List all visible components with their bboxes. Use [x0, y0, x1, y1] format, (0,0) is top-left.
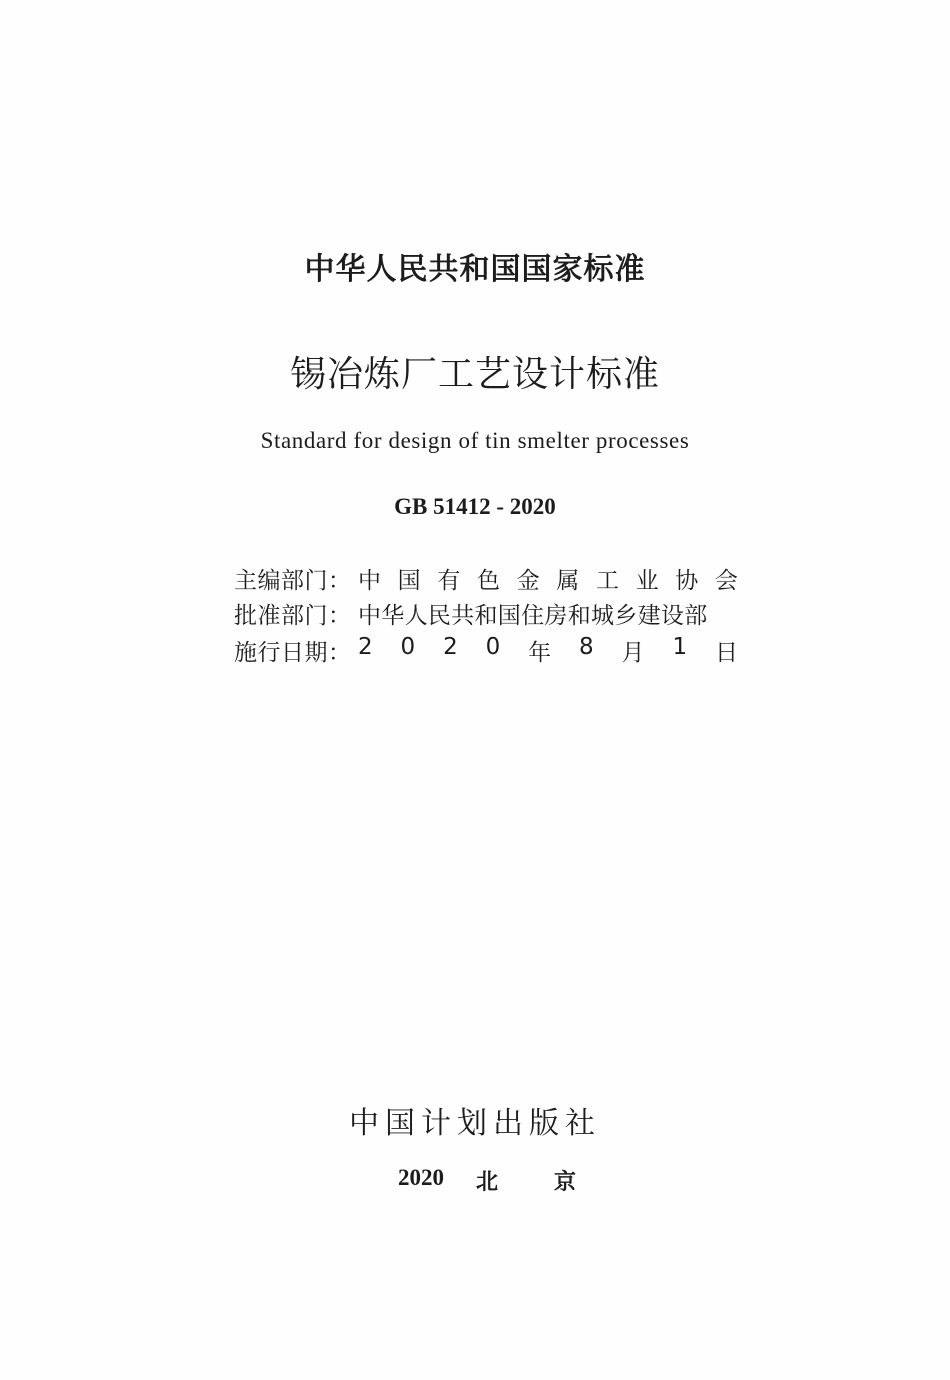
- title-chinese: 锡冶炼厂工艺设计标准: [289, 354, 660, 395]
- date-char: 2: [358, 634, 373, 660]
- date-char: 月: [621, 640, 645, 666]
- meta-editor-char: 协: [675, 568, 699, 594]
- meta-editor-char: 会: [714, 568, 738, 594]
- standard-class-heading: 中华人民共和国国家标准: [304, 252, 646, 287]
- meta-editor-char: 属: [556, 568, 580, 594]
- city-char: 北: [476, 1170, 499, 1195]
- date-char: 日: [714, 640, 738, 666]
- meta-editor-char: 有: [437, 568, 461, 594]
- meta-approver-label: 批准部门：: [234, 603, 352, 629]
- meta-effective-date-value: [358, 634, 738, 667]
- meta-effective-date-row: [234, 634, 738, 668]
- meta-editor-value: [358, 562, 738, 595]
- meta-editor-row: [234, 562, 738, 596]
- meta-editor-label: 主编部门：: [234, 568, 352, 594]
- date-char: 年: [528, 640, 552, 666]
- meta-editor-char: 国: [397, 568, 421, 594]
- meta-editor-char: 工: [595, 568, 619, 594]
- meta-editor-char: 金: [516, 568, 540, 594]
- standard-code: GB 51412 - 2020: [394, 494, 556, 519]
- publication-year: 2020: [398, 1165, 444, 1190]
- publication-year-city: [398, 1165, 578, 1199]
- date-char: 2: [443, 634, 458, 660]
- meta-editor-char: 色: [476, 568, 500, 594]
- date-char: 0: [400, 634, 416, 660]
- meta-editor-char: 业: [635, 568, 659, 594]
- meta-editor-char: 中: [358, 568, 381, 594]
- title-english: Standard for design of tin smelter processes: [260, 428, 690, 453]
- publisher-name: 中国计划出版社: [349, 1106, 601, 1141]
- publication-city: [476, 1165, 576, 1196]
- city-char: 京: [553, 1170, 576, 1195]
- date-char: 0: [485, 634, 501, 660]
- meta-approver-value: 中华人民共和国住房和城乡建设部: [358, 603, 708, 629]
- date-char: 8: [579, 634, 594, 660]
- date-char: 1: [672, 634, 688, 660]
- meta-approver-row: [234, 597, 738, 631]
- meta-effective-date-label: 施行日期：: [234, 640, 352, 666]
